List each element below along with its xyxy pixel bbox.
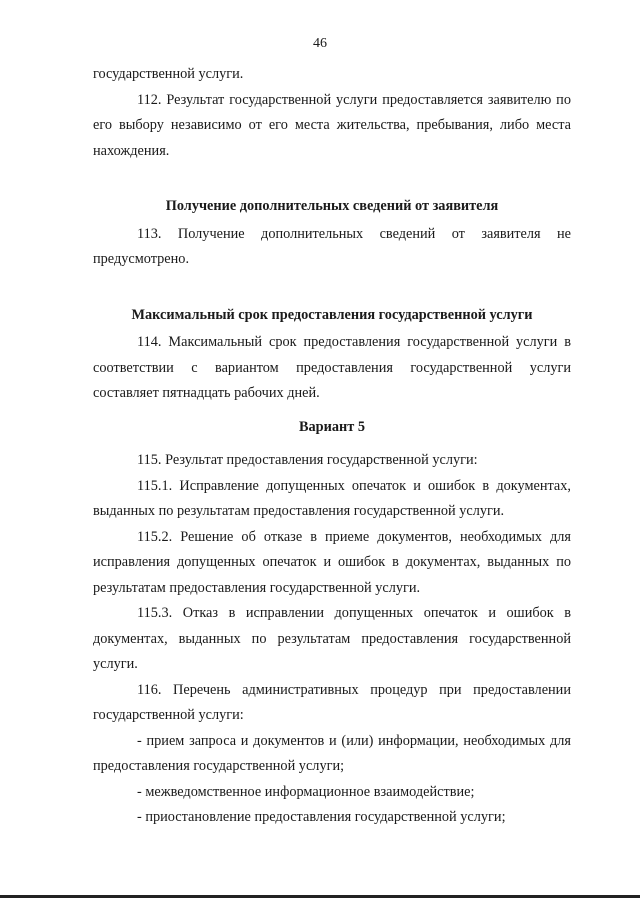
list-item-3: - приостановление предоставления государственной услуги;: [137, 809, 506, 825]
paragraph-116: 116. Перечень административных процедур при предоставлении государственной услуги:: [93, 681, 571, 723]
paragraph-115-1: 115.1. Исправление допущенных опечаток и ошибок в документах, выданных по результатам предоставления государственной услуги.: [93, 477, 571, 519]
paragraph-continuation: государственной услуги.: [93, 66, 244, 82]
paragraph-115-2: 115.2. Решение об отказе в приеме документов, необходимых для исправления допущенных опечаток и ошибок в документах, выданных по результатам предоставления государственной услуги.: [93, 528, 571, 596]
paragraph-112: 112. Результат государственной услуги предоставляется заявителю по его выбору независимо от его места жительства, пребывания, либо места нахождения.: [93, 91, 571, 159]
paragraph-115-3: 115.3. Отказ в исправлении допущенных опечаток и ошибок в документах, выданных по результатам предоставления государственной услуги.: [93, 605, 571, 672]
heading-additional-info: Получение дополнительных сведений от заявителя: [165, 198, 499, 214]
document-body: [93, 62, 571, 831]
heading-max-term: Максимальный срок предоставления государственной услуги: [131, 306, 533, 323]
list-item-2: - межведомственное информационное взаимодействие;: [137, 783, 475, 800]
paragraph-115: 115. Результат предоставления государственной услуги:: [137, 452, 478, 468]
paragraph-114: 114. Максимальный срок предоставления государственной услуги в соответствии с вариантом предоставления государственной услуги составляет пятнадцать рабочих дней.: [93, 334, 571, 401]
paragraph-113: 113. Получение дополнительных сведений от заявителя не предусмотрено.: [93, 225, 571, 267]
scan-bottom-edge: [0, 895, 640, 898]
heading-variant-5: Вариант 5: [298, 418, 365, 435]
list-item-1: - прием запроса и документов и (или) информации, необходимых для предоставления государственной услуги;: [93, 732, 571, 774]
page-number: 46: [313, 36, 327, 51]
